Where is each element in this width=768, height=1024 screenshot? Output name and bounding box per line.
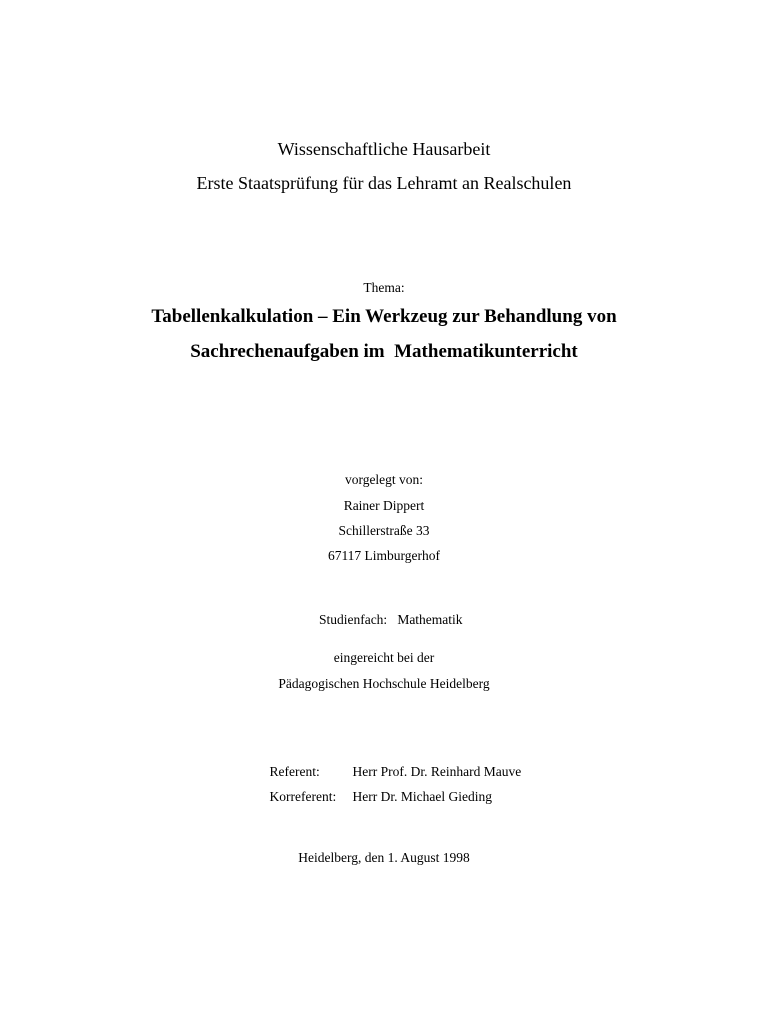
korreferent-label: Korreferent: [269,788,337,804]
thesis-title-line-1: Tabellenkalkulation – Ein Werkzeug zur Behandlung von [151,306,617,327]
korreferent-name: Herr Dr. Michael Gieding [352,788,492,804]
referent-name: Herr Prof. Dr. Reinhard Mauve [352,763,522,779]
subject-label: Studienfach: [318,611,388,627]
institution: Pädagogischen Hochschule Heidelberg [278,676,490,691]
topic-label: Thema: [363,280,405,295]
korreferent-row [256,776,492,817]
referent-label: Referent: [269,763,320,779]
exam-description: Erste Staatsprüfung für das Lehramt an Realschulen [196,173,572,193]
submitted-by-label: vorgelegt von: [344,472,424,487]
place-date: Heidelberg, den 1. August 1998 [298,850,470,865]
submitted-to-label: eingereicht bei der [333,650,435,665]
thesis-type: Wissenschaftliche Hausarbeit [277,139,491,159]
author-street: Schillerstraße 33 [338,523,430,538]
subject-value: Mathematik [397,611,463,627]
subject-line [0,599,768,640]
thesis-title-line-2: Sachrechenaufgaben im Mathematikunterricht [190,341,578,362]
author-city: 67117 Limburgerhof [327,548,441,563]
author-name: Rainer Dippert [343,498,425,513]
